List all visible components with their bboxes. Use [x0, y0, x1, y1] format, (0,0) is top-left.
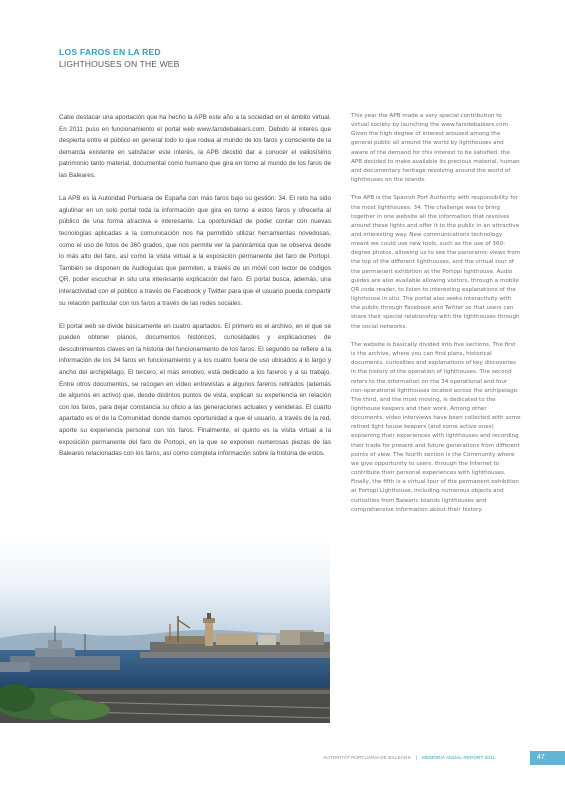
spanish-paragraph: La APB es la Autoridad Portuaria de España con más faros bajo su gestión: 34. El reto ha sido aglutinar en un solo portal toda la información que gira en torno a estos faros y ofrecerla al público de una forma atractiva e interesante. La oportunidad de poder contar con nuevas tecnologías aplicadas a la comunicación nos ha permitido utilizar herramientas novedosas, como el uso de fotos de 360 grados, que nos permite ver la panorámica que se observa desde lo más alto del faro, así como la visita virtual a la exposición permanente del faro de Portopí. También se disponen de Audioguías que permiten, a través de un móvil con lector de códigos QR, poder escuchar in situ una interesante explicación del faro. El portal busca, además, una interactividad con el público a través de Facebook y Twitter para que el usuario pueda compartir su relación particular con los faros a través de las redes sociales.	[59, 195, 331, 307]
english-text-column	[351, 112, 521, 524]
spanish-text-column	[59, 112, 331, 471]
footer-report-title: MEMÒRIA ANUAL REPORT 2011	[422, 755, 496, 760]
page-footer	[323, 751, 565, 765]
harbour-illustration	[0, 538, 330, 723]
spanish-paragraph: Cabe destacar una aportación que ha hecho la APB este año a la sociedad en el ámbito virtual. En 2011 puso en funcionamiento el portal web www.farsdebalears.com. Debido al interés que despierta entre el público en general todo lo que rodea al mundo de los faros y consciente de la demanda existente en satisfacer este interés, la APB decidió dar a conocer el valiosísimo patrimonio tanto material, documental como humano que gira en torno al mundo de los faros de las Baleares.	[59, 114, 331, 179]
harbour-photo	[0, 538, 330, 723]
section-title: LOS FAROS EN LA RED	[59, 47, 161, 57]
english-paragraph: The APB is the Spanish Port Authority with responsibility for the most lighthouses: 34. The challenge was to bring together in one website all the information that revolves around these lights and offer it to the public in an attractive and interesting way. New communications technology meant we could use new tools, such as the use of 360-degree photos, allowing us to see the panoramic views from the top of the different lighthouses, and the virtual tour of the permanent exhibition at the Portopí lighthouse. Audio guides are also available allowing visitors, through a mobile QR code reader, to listen to interesting explanations of the lighthouse in situ. The portal also seeks interactivity with the public through Facebook and Twitter so that users can share their special relationship with the lighthouses through the social networks.	[351, 195, 521, 330]
page-number: 47	[530, 751, 565, 765]
footer-organization: AUTORITAT PORTUÀRIA DE BALEARS	[323, 755, 411, 760]
footer-separator: |	[416, 755, 418, 760]
english-paragraph: The website is basically divided into five sections. The first is the archive, where you can find plans, historical documents, curiosities and explanations of key discoveries in the history of the operation of lighthouses. The second refers to the information on the 34 operational and four non-operational lighthouses located across the archipelago. The third, and the most moving, is dedicated to the lighthouse keepers and their work. Among other documents, video interviews have been collected with some retired light house keepers (and some active ones) explaining their experiences with lighthouses and recording their trade for present and future generations from different points of view. The fourth section is the Community where we give opportunity to users, through the Internet to contribute their personal experiences with lighthouses. Finally, the fifth is a virtual tour of the permanent exhibition at Portopí Lighthouse, including numerous objects and curiosities from Balearic Islands lighthouses and comprehensive information about their history.	[351, 341, 521, 513]
english-paragraph: This year the APB made a very special contribution to virtual society by launching the www.farsdebalears.com. Given the high degree of interest aroused among the general public all around the world by lighthouses and aware of the demand for this interest to be satisfied, the APB decided to make available its precious material, human and documentary heritage revolving around the world of lighthouses on the islands.	[351, 113, 520, 184]
spanish-paragraph: El portal web se divide básicamente en cuatro apartados. El primero es el archivo, en el que se pueden obtener planos, documentos históricos, curiosidades y explicaciones de descubrimientos claves en la historia del funcionamiento de los faros. El segundo se refiere a la información de los 34 faros en funcionamiento y a los cuatro fuera de uso ubicados a lo largo y ancho del archipiélago. El tercero, el más emotivo, está dedicado a los fareros y a su trabajo. Entre otros documentos, se recogen en vídeo entrevistas a algunos fareros retirados (además de algunos en activo) que, desde distintos puntos de vista, explican su experiencia en relación con los faros, para dejar constancia su oficio a las generaciones actuales y venideras. El cuarto apartado es el de la Comunidad donde damos oportunidad a que el usuario, a través de la red, aporte su experiencia personal con los faros. Finalmente, el quinto es la visita virtual a la exposición permanente del faro de Portopí, en la que se exponen numerosas piezas de las Baleares relacionadas con los faros, así como completa información sobre la historia de estos.	[59, 322, 331, 458]
section-subtitle: LIGHTHOUSES ON THE WEB	[59, 59, 180, 69]
